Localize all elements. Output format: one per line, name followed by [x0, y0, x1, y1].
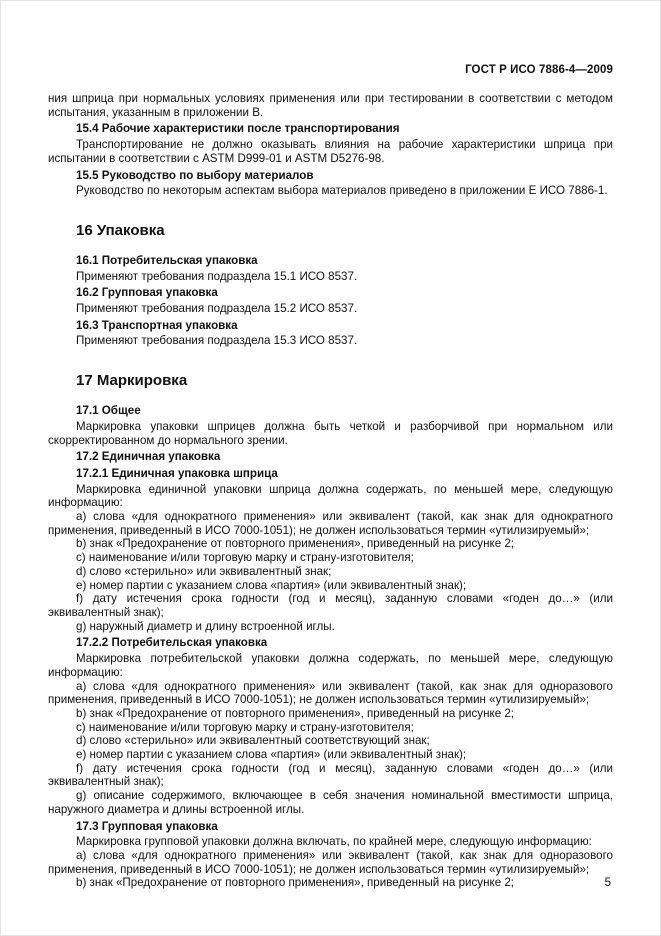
paragraph: Маркировка групповой упаковки должна включать, по крайней мере, следующую информацию:: [76, 835, 592, 849]
paragraph: Применяют требования подраздела 15.2 ИСО 8537.: [76, 302, 358, 316]
list-item: a) слова «для однократного применения» или эквивалент (такой, как знак для одноразового применения, приведенный в ИСО 7000-1051); не должен использоваться термин «утилизируемый»;: [48, 679, 613, 707]
page-number: 5: [604, 877, 611, 889]
paragraph: Транспортирование не должно оказывать влияния на рабочие характеристики шприца при испытании в соответствии с ASTM D999-01 и ASTM D5276-98.: [48, 138, 613, 165]
list-item: b) знак «Предохранение от повторного применения», приведенный на рисунке 2;: [76, 706, 515, 720]
subsection-heading: 15.4 Рабочие характеристики после транспортирования: [76, 122, 400, 136]
list-item: d) слово «стерильно» или эквивалентный знак;: [76, 564, 332, 578]
list-item: b) знак «Предохранение от повторного применения», приведенный на рисунке 2;: [76, 537, 515, 551]
document-header: [48, 64, 613, 76]
list-item: a) слова «для однократного применения» или эквивалент (такой, как знак для однократного применения, приведенный в ИСО 7000-1051); не должен использоваться термин «утилизируемый»;: [48, 510, 613, 537]
subsection-heading: 16.1 Потребительская упаковка: [76, 253, 258, 267]
paragraph: Руководство по некоторым аспектам выбора материалов приведено в приложении Е ИСО 7886-1.: [76, 184, 608, 198]
list-item: g) наружный диаметр и длину встроенной иглы.: [76, 619, 335, 633]
list-item: g) описание содержимого, включающее в себя значения номинальной вместимости шприца, наружного диаметра и длины встроенной иглы.: [48, 789, 613, 816]
paragraph: Применяют требования подраздела 15.3 ИСО 8537.: [76, 334, 358, 348]
subsection-heading: 17.3 Групповая упаковка: [76, 819, 218, 833]
page-footer: [605, 877, 611, 889]
subsection-heading: 16.3 Транспортная упаковка: [76, 318, 238, 332]
subsection-heading: 15.5 Руководство по выбору материалов: [76, 168, 314, 182]
paragraph: ния шприца при нормальных условиях применения или при тестировании в соответствии с методом испытания, указанным в приложении В.: [48, 92, 613, 119]
subsection-heading: 16.2 Групповая упаковка: [76, 286, 218, 300]
section-heading: 17 Маркировка: [76, 372, 188, 390]
subsection-heading: 17.2.2 Потребительская упаковка: [76, 636, 268, 650]
list-item: f) дату истечения срока годности (год и месяц), заданную словами «годен до…» (или эквивалентный знак);: [48, 592, 613, 619]
paragraph: Маркировка упаковки шприцев должна быть четкой и разборчивой при нормальном или скорректированном до нормального зрении.: [48, 419, 613, 447]
list-item: a) слова «для однократного применения» или эквивалент (такой, как знак для одноразового применения, приведенный в ИСО 7000-1051); не должен использоваться термин «утилизируемый»;: [48, 848, 613, 876]
paragraph: Маркировка потребительской упаковки должна содержать, по меньшей мере, следующую информацию:: [48, 652, 613, 679]
paragraph: Маркировка единичной упаковки шприца должна содержать, по меньшей мере, следующую информацию:: [48, 482, 613, 510]
paragraph: Применяют требования подраздела 15.1 ИСО 8537.: [76, 269, 358, 283]
subsection-heading: 17.2.1 Единичная упаковка шприца: [76, 466, 278, 480]
list-item: e) номер партии с указанием слова «партия» (или эквивалентный знак);: [76, 578, 467, 592]
list-item: b) знак «Предохранение от повторного применения», приведенный на рисунке 2;: [76, 876, 515, 890]
list-item: f) дату истечения срока годности (год и месяц), заданную словами «годен до…» (или эквивалентный знак);: [48, 761, 613, 789]
list-item: c) наименование и/или торговую марку и страну-изготовителя;: [76, 720, 414, 734]
list-item: c) наименование и/или торговую марку и страну-изготовителя;: [76, 551, 414, 565]
document-body: [48, 92, 613, 890]
list-item: d) слово «стерильно» или эквивалентный соответствующий знак;: [76, 734, 430, 748]
section-heading: 16 Упаковка: [76, 221, 165, 239]
standard-designation: ГОСТ Р ИСО 7886-4—2009: [465, 64, 613, 76]
subsection-heading: 17.2 Единичная упаковка: [76, 450, 221, 464]
subsection-heading: 17.1 Общее: [76, 404, 141, 418]
list-item: e) номер партии с указанием слова «партия» (или эквивалентный знак);: [76, 748, 467, 762]
